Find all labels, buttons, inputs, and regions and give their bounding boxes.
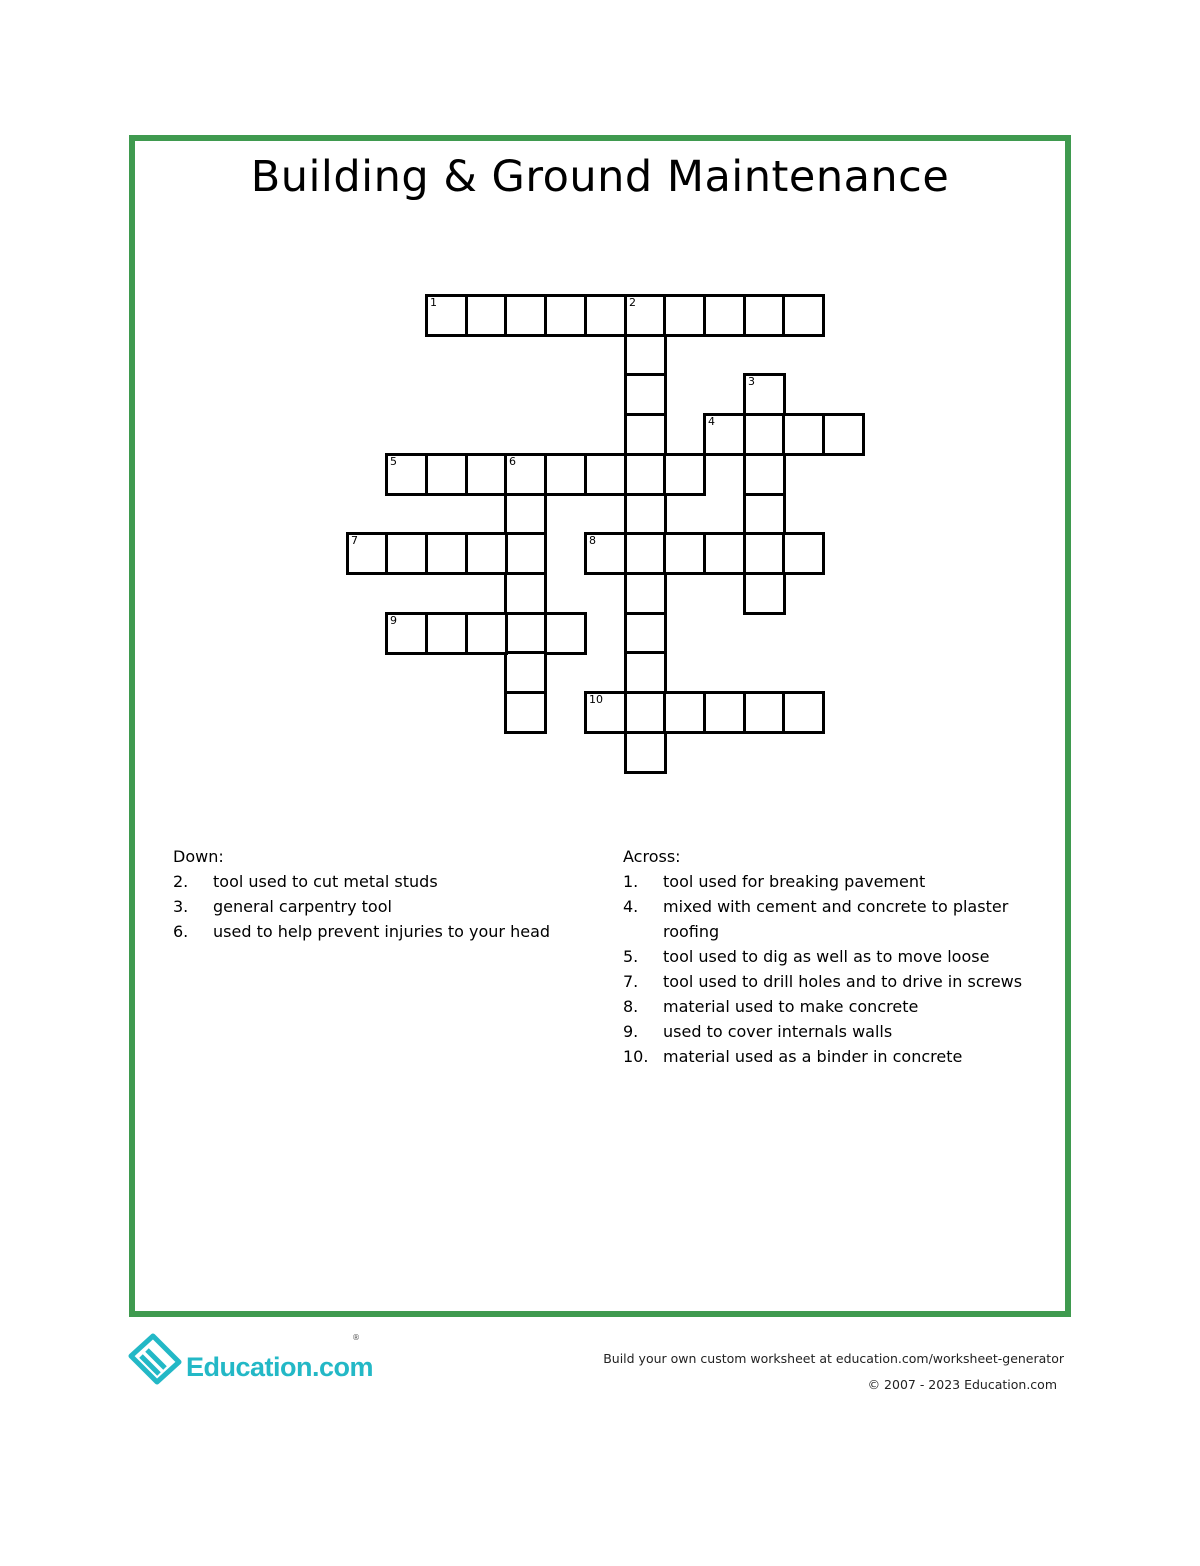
clue-text: used to help prevent injuries to your head: [213, 922, 551, 941]
clue-text: material used as a binder in concrete: [663, 1047, 963, 1066]
crossword-cell[interactable]: [782, 294, 825, 337]
clue-number: 8.: [623, 997, 639, 1016]
crossword-cell[interactable]: [504, 532, 547, 575]
crossword-cell[interactable]: [743, 691, 786, 734]
crossword-cell[interactable]: [822, 413, 865, 456]
crossword-cell[interactable]: [465, 612, 508, 655]
clue-number: 7.: [623, 972, 639, 991]
crossword-cell[interactable]: [544, 294, 587, 337]
clue-item: [623, 944, 1053, 969]
crossword-cell[interactable]: [624, 453, 667, 496]
crossword-cell[interactable]: [703, 532, 746, 575]
clue-text: material used to make concrete: [663, 997, 919, 1016]
crossword-cell[interactable]: [465, 532, 508, 575]
clue-item: [173, 919, 593, 944]
clue-item: [623, 1044, 1053, 1069]
crossword-cell[interactable]: [385, 612, 428, 655]
crossword-cell[interactable]: [663, 453, 706, 496]
clue-number-label: 6: [509, 455, 516, 468]
clue-item: [623, 994, 1053, 1019]
clue-number: 2.: [173, 872, 189, 891]
crossword-cell[interactable]: [465, 453, 508, 496]
crossword-cell[interactable]: [743, 453, 786, 496]
crossword-cell[interactable]: [743, 413, 786, 456]
crossword-cell[interactable]: [782, 532, 825, 575]
crossword-cell[interactable]: [624, 493, 667, 536]
education-logo-text[interactable]: Education.com: [186, 1352, 374, 1382]
crossword-cell[interactable]: [544, 453, 587, 496]
crossword-cell[interactable]: [385, 532, 428, 575]
down-heading: Down:: [173, 847, 224, 866]
crossword-cell[interactable]: [624, 612, 667, 655]
clue-item: [623, 894, 1053, 944]
clue-number-label: 3: [748, 375, 755, 388]
crossword-cell[interactable]: [663, 691, 706, 734]
crossword-cell[interactable]: [504, 691, 547, 734]
crossword-cell[interactable]: [624, 294, 667, 337]
crossword-cell[interactable]: [385, 453, 428, 496]
clue-text: tool used to drill holes and to drive in screws: [663, 972, 1023, 991]
clue-item: [623, 869, 1053, 894]
crossword-cell[interactable]: [425, 294, 468, 337]
clue-number-label: 5: [390, 455, 397, 468]
crossword-cell[interactable]: [425, 453, 468, 496]
clue-number: 5.: [623, 947, 639, 966]
crossword-cell[interactable]: [504, 453, 547, 496]
clue-text: mixed with cement and concrete to plaster roofing: [663, 897, 1009, 941]
down-clues: [173, 844, 593, 944]
clue-text: tool used for breaking pavement: [663, 872, 926, 891]
clue-number: 1.: [623, 872, 639, 891]
crossword-cell[interactable]: [584, 532, 627, 575]
crossword-cell[interactable]: [782, 691, 825, 734]
clue-item: [173, 869, 593, 894]
clue-number: 6.: [173, 922, 189, 941]
clue-number-label: 10: [589, 693, 603, 706]
crossword-cell[interactable]: [504, 572, 547, 615]
crossword-cell[interactable]: [743, 294, 786, 337]
clue-number-label: 4: [708, 415, 715, 428]
clue-text: used to cover internals walls: [663, 1022, 893, 1041]
crossword-cell[interactable]: [743, 373, 786, 416]
crossword-cell[interactable]: [504, 651, 547, 694]
clue-number: 3.: [173, 897, 189, 916]
crossword-cell[interactable]: [703, 413, 746, 456]
crossword-cell[interactable]: [504, 612, 547, 655]
crossword-cell[interactable]: [743, 532, 786, 575]
crossword-cell[interactable]: [544, 612, 587, 655]
footer-copyright: © 2007 - 2023 Education.com: [867, 1377, 1057, 1392]
crossword-cell[interactable]: [624, 334, 667, 377]
clue-number-label: 2: [629, 296, 636, 309]
crossword-cell[interactable]: [425, 612, 468, 655]
crossword-cell[interactable]: [465, 294, 508, 337]
crossword-cell[interactable]: [663, 532, 706, 575]
crossword-cell[interactable]: [624, 651, 667, 694]
clue-number-label: 8: [589, 534, 596, 547]
crossword-cell[interactable]: [584, 691, 627, 734]
page-title: Building & Ground Maintenance: [250, 152, 950, 202]
footer-generator-link[interactable]: Build your own custom worksheet at education.com/worksheet-generator: [603, 1351, 1064, 1366]
crossword-cell[interactable]: [624, 373, 667, 416]
clue-number: 10.: [623, 1047, 649, 1066]
crossword-cell[interactable]: [782, 413, 825, 456]
clue-number: 4.: [623, 897, 639, 916]
clue-text: tool used to dig as well as to move loose: [663, 947, 990, 966]
crossword-cell[interactable]: [346, 532, 389, 575]
registered-mark: ®: [352, 1333, 360, 1342]
crossword-cell[interactable]: [624, 532, 667, 575]
crossword-cell[interactable]: [584, 453, 627, 496]
clue-number-label: 1: [430, 296, 437, 309]
crossword-cell[interactable]: [743, 493, 786, 536]
crossword-cell[interactable]: [624, 731, 667, 774]
crossword-cell[interactable]: [743, 572, 786, 615]
clue-number-label: 9: [390, 614, 397, 627]
crossword-cell[interactable]: [624, 691, 667, 734]
crossword-cell[interactable]: [703, 294, 746, 337]
crossword-cell[interactable]: [624, 572, 667, 615]
crossword-cell[interactable]: [624, 413, 667, 456]
clue-text: tool used to cut metal studs: [213, 872, 438, 891]
clue-item: [623, 1019, 1053, 1044]
clue-text: general carpentry tool: [213, 897, 392, 916]
across-heading: Across:: [623, 847, 681, 866]
clue-item: [623, 969, 1053, 994]
crossword-cell[interactable]: [584, 294, 627, 337]
crossword-cell[interactable]: [504, 493, 547, 536]
crossword-cell[interactable]: [663, 294, 706, 337]
crossword-cell[interactable]: [425, 532, 468, 575]
clue-number-label: 7: [351, 534, 358, 547]
clue-number: 9.: [623, 1022, 639, 1041]
crossword-cell[interactable]: [703, 691, 746, 734]
clue-item: [173, 894, 593, 919]
across-clues: [623, 844, 1053, 1069]
crossword-cell[interactable]: [504, 294, 547, 337]
